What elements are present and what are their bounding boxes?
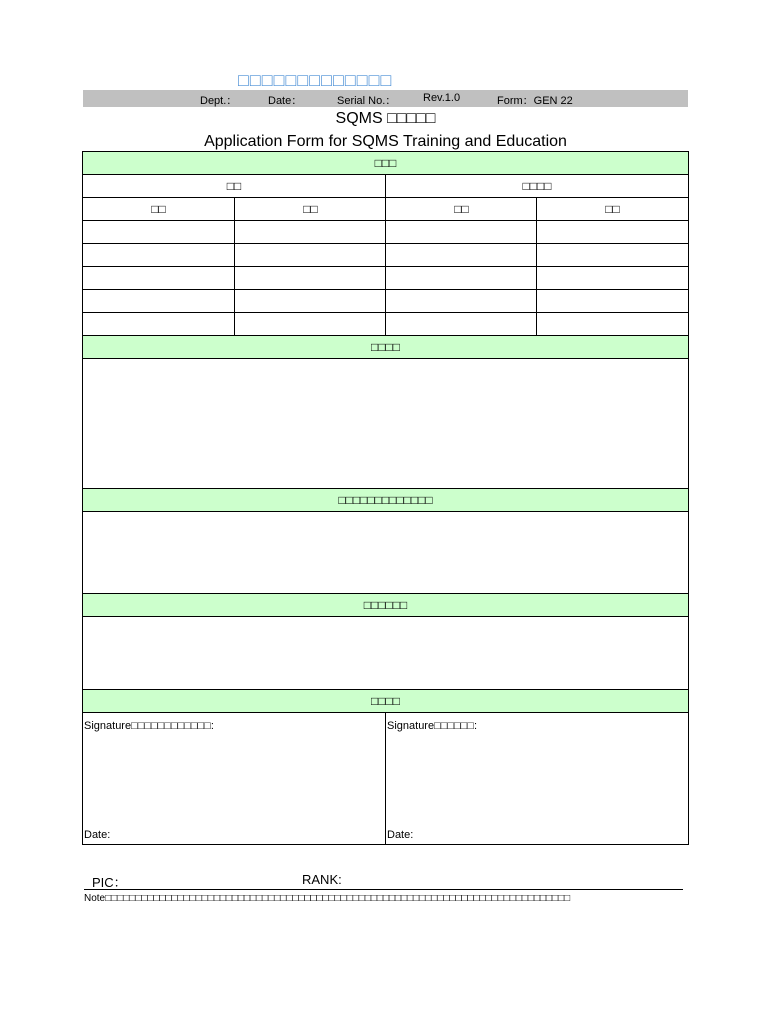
date-left-label: Date: <box>84 829 111 841</box>
serial-label: Serial No.： <box>337 95 397 107</box>
meta-bar <box>83 90 688 107</box>
section-3-header: □□□□□□□□□□□□□ <box>83 489 688 512</box>
column-divider <box>234 198 235 335</box>
form-title: SQMS □□□□□ <box>335 110 436 127</box>
rank-label: RANK: <box>302 872 342 887</box>
subheader-right: □□□□ <box>522 179 552 193</box>
footer-divider <box>84 889 683 890</box>
date-label: Date： <box>268 95 303 107</box>
column-header-3: □□ <box>454 202 469 216</box>
section-2-header: □□□□ <box>83 335 688 359</box>
application-form-table <box>82 151 689 845</box>
section-4-header: □□□□□□ <box>83 594 688 617</box>
column-header-1: □□ <box>151 202 166 216</box>
section-5-header: □□□□ <box>83 690 688 713</box>
pic-label: PIC： <box>92 875 127 890</box>
company-name: □□□□□□□□□□□□□ <box>238 70 393 90</box>
column-divider <box>385 713 386 844</box>
signature-right-label: Signature□□□□□□: <box>387 720 478 732</box>
section-applicant-header: □□□ <box>83 152 688 175</box>
form-subtitle: Application Form for SQMS Training and Education <box>204 133 567 150</box>
date-right-label: Date: <box>387 829 414 841</box>
column-header-2: □□ <box>303 202 318 216</box>
note-text: Note□□□□□□□□□□□□□□□□□□□□□□□□□□□□□□□□□□□□□□□□□□□□□□□□□□□□□□□□□□□□□□□□□□□□□□□□□□□□□ <box>84 893 571 904</box>
revision-label: Rev.1.0 <box>423 92 461 104</box>
dept-label: Dept.： <box>200 95 238 107</box>
form-number-label: Form：GEN 22 <box>497 95 573 107</box>
column-divider <box>385 175 386 335</box>
signature-left-label: Signature□□□□□□□□□□□□: <box>84 720 214 732</box>
column-divider <box>536 198 537 335</box>
column-header-4: □□ <box>605 202 620 216</box>
subheader-left: □□ <box>226 179 242 193</box>
